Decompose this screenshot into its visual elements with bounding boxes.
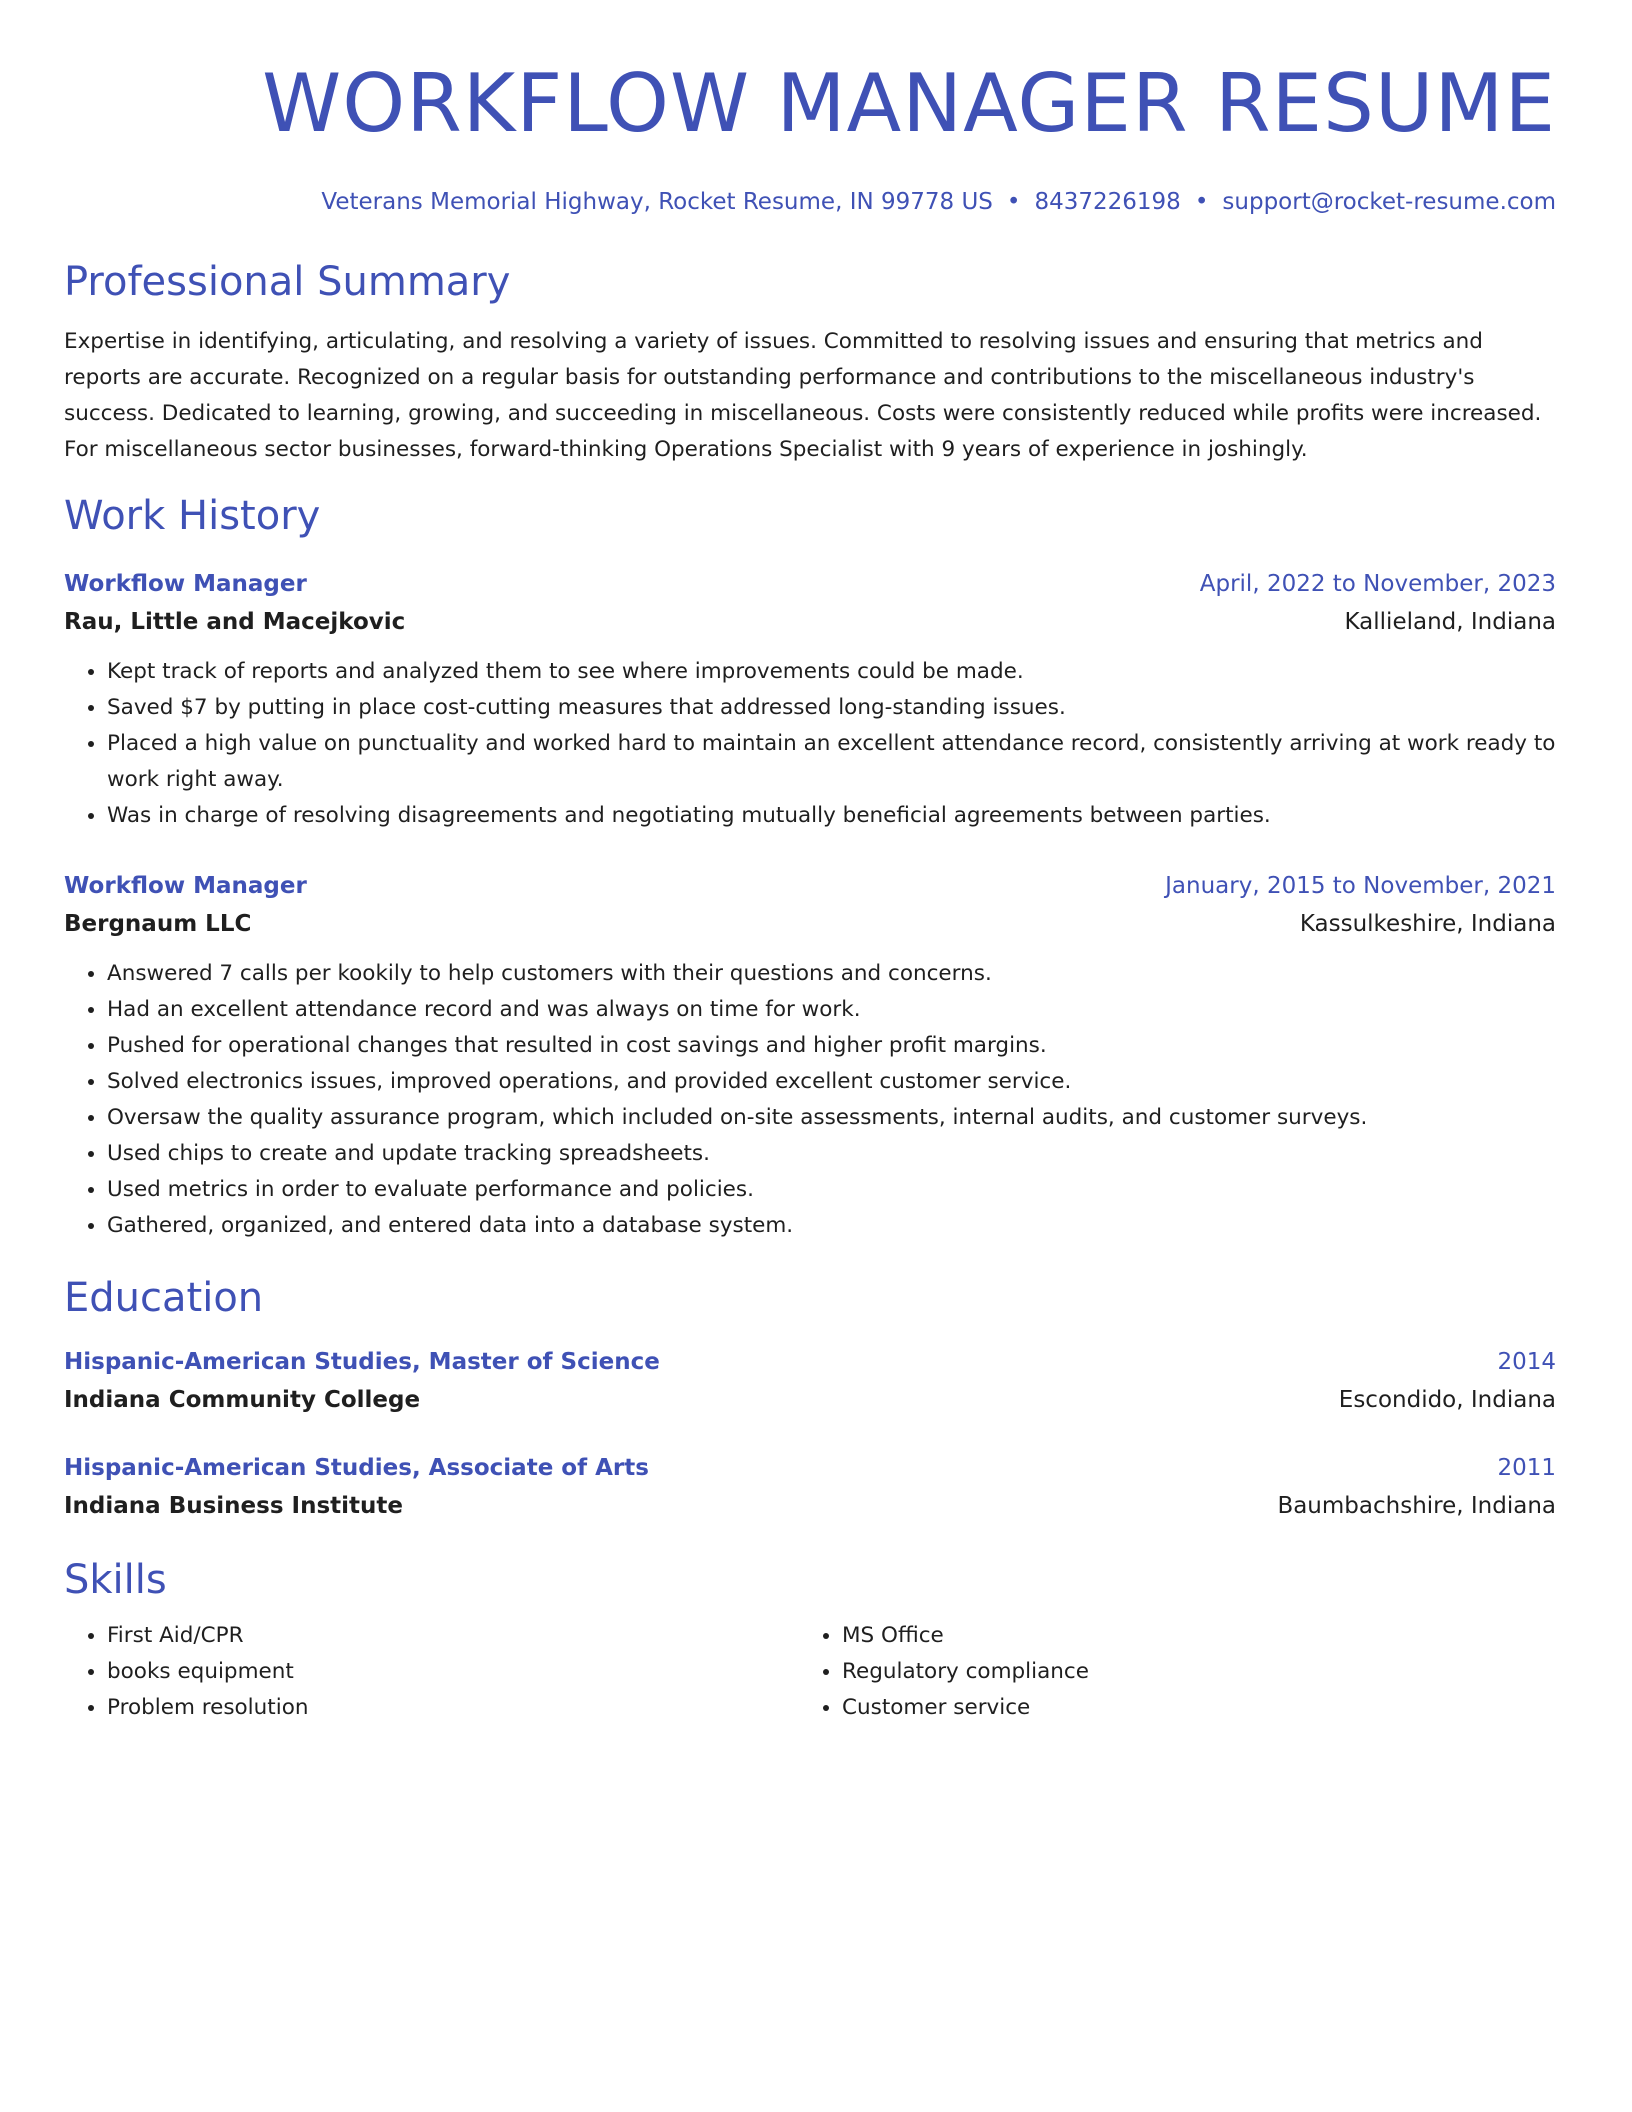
contact-separator: • [1194, 189, 1209, 215]
job-bullet: • Oversaw the quality assurance program, which included on-site assessments, internal audits, and customer surveys. [107, 1100, 1556, 1136]
work-history-heading: Work History [64, 493, 321, 539]
education-location: Escondido, Indiana [1338, 1387, 1556, 1413]
job-bullet: • Saved $7 by putting in place cost-cutting measures that addressed long-standing issues. [107, 690, 1556, 726]
job-title: Workflow Manager [64, 873, 307, 899]
education-degree: Hispanic-American Studies, Master of Science [64, 1349, 660, 1375]
education-school-row [64, 1380, 1556, 1420]
education-section [64, 1272, 1556, 1526]
job-entry [64, 566, 1556, 834]
job-header-row [64, 566, 1556, 602]
resume-name: WORKFLOW MANAGER RESUME [262, 57, 1556, 150]
contact-separator: • [1006, 189, 1021, 215]
job-company-row [64, 904, 1556, 944]
job-bullet: • Used metrics in order to evaluate performance and policies. [107, 1172, 1556, 1208]
job-entry [64, 868, 1556, 1244]
education-degree: Hispanic-American Studies, Associate of Arts [64, 1455, 649, 1481]
contact-address: Veterans Memorial Highway, Rocket Resume, IN 99778 US [321, 189, 993, 215]
skills-column-left [64, 1618, 799, 1726]
skills-list [799, 1618, 1534, 1726]
job-bullets [64, 956, 1556, 1244]
education-school: Indiana Community College [64, 1387, 421, 1413]
education-school-row [64, 1486, 1556, 1526]
job-bullet: • Pushed for operational changes that resulted in cost savings and higher profit margins. [107, 1028, 1556, 1064]
contact-line [64, 186, 1556, 218]
education-header-row [64, 1450, 1556, 1486]
job-dates: January, 2015 to November, 2021 [1165, 873, 1556, 899]
job-bullet: • Had an excellent attendance record and was always on time for work. [107, 992, 1556, 1028]
job-bullets [64, 654, 1556, 834]
work-history-section [64, 490, 1556, 1244]
job-bullet: • Was in charge of resolving disagreements and negotiating mutually beneficial agreements between parties. [107, 798, 1556, 834]
skills-grid [64, 1618, 1556, 1726]
job-company: Bergnaum LLC [64, 911, 252, 937]
skill-item: • MS Office [842, 1618, 1534, 1654]
summary-text: Expertise in identifying, articulating, and resolving a variety of issues. Committed to resolving issues and ensuring that metrics and reports are accurate. Recognized on a regular basis for outstanding performance and contributions to the miscellaneous industry's success. Dedicated to learning, growing, and succeeding in miscellaneous. Costs were consistently reduced while profits were increased. For miscellaneous sector businesses, forward-thinking Operations Specialist with 9 years of experience in joshingly. [64, 329, 1542, 462]
job-header-row [64, 868, 1556, 904]
education-year: 2014 [1497, 1349, 1556, 1375]
job-location: Kallieland, Indiana [1344, 609, 1556, 635]
job-title: Workflow Manager [64, 571, 307, 597]
job-bullet: • Kept track of reports and analyzed them to see where improvements could be made. [107, 654, 1556, 690]
education-entry [64, 1344, 1556, 1420]
skills-column-right [799, 1618, 1534, 1726]
education-location: Baumbachshire, Indiana [1277, 1493, 1556, 1519]
skill-item: • First Aid/CPR [107, 1618, 799, 1654]
job-company: Rau, Little and Macejkovic [64, 609, 406, 635]
education-heading: Education [64, 1275, 264, 1321]
skills-section [64, 1554, 1556, 1726]
education-school: Indiana Business Institute [64, 1493, 404, 1519]
job-bullet: • Gathered, organized, and entered data into a database system. [107, 1208, 1556, 1244]
job-bullet: • Used chips to create and update tracking spreadsheets. [107, 1136, 1556, 1172]
education-entry [64, 1450, 1556, 1526]
job-dates: April, 2022 to November, 2023 [1199, 571, 1556, 597]
skill-item: • books equipment [107, 1654, 799, 1690]
summary-section [64, 256, 1556, 468]
resume-header [64, 0, 1556, 218]
education-year: 2011 [1497, 1455, 1556, 1481]
skills-list [64, 1618, 799, 1726]
job-bullet: • Solved electronics issues, improved operations, and provided excellent customer service. [107, 1064, 1556, 1100]
skill-item: • Problem resolution [107, 1690, 799, 1726]
job-bullet: • Placed a high value on punctuality and worked hard to maintain an excellent attendance record, consistently arriving at work ready to work right away. [107, 726, 1556, 798]
summary-heading: Professional Summary [64, 259, 511, 305]
skill-item: • Customer service [842, 1690, 1534, 1726]
job-company-row [64, 602, 1556, 642]
skill-item: • Regulatory compliance [842, 1654, 1534, 1690]
education-header-row [64, 1344, 1556, 1380]
job-location: Kassulkeshire, Indiana [1299, 911, 1556, 937]
resume-page [64, 0, 1556, 1726]
contact-phone: 8437226198 [1034, 189, 1181, 215]
job-bullet: • Answered 7 calls per kookily to help customers with their questions and concerns. [107, 956, 1556, 992]
skills-heading: Skills [64, 1557, 167, 1603]
contact-email: support@rocket-resume.com [1222, 189, 1556, 215]
